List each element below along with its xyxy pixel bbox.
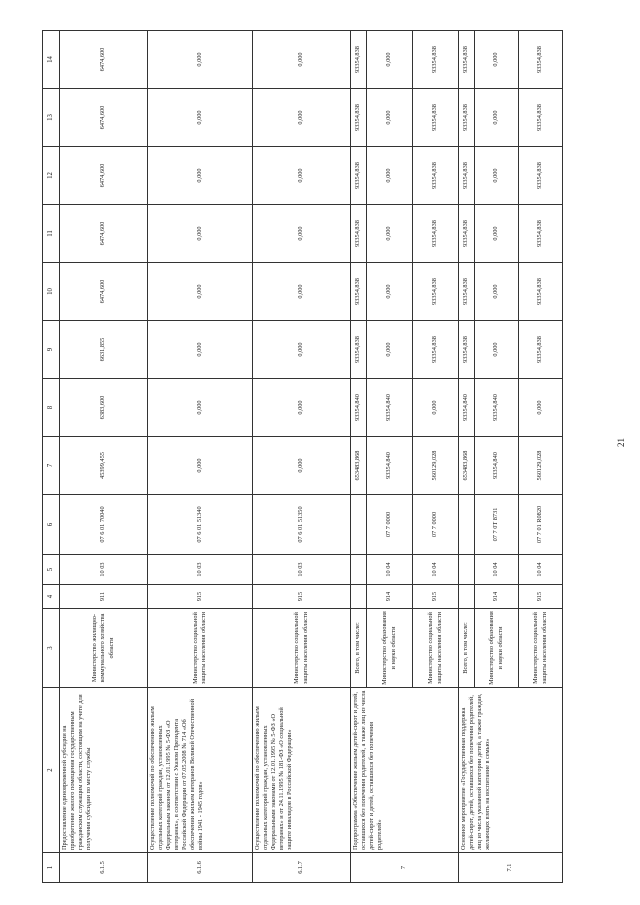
value-cell: 93354,838	[351, 89, 367, 147]
value-cell: 93354,838	[459, 89, 475, 147]
value-cell: 0,000	[148, 205, 253, 263]
value-cell: 0,000	[253, 379, 351, 437]
executor: Министерство социальной защиты населения области	[253, 609, 351, 688]
header-cell: 6	[43, 495, 60, 555]
value-cell: 93354,840	[475, 437, 519, 495]
row-number: 6.1.7	[253, 853, 351, 883]
value-cell: 6474,600	[60, 147, 148, 205]
rzpr-code: 10 04	[519, 555, 563, 585]
value-cell: 93354,838	[519, 147, 563, 205]
value-cell: 0,000	[367, 147, 413, 205]
value-cell: 0,000	[367, 89, 413, 147]
value-cell: 0,000	[367, 31, 413, 89]
table-row	[351, 31, 367, 883]
row-name: Осуществление полномочий по обеспечению жильем отдельных категорий граждан, установленных Федеральными законами от 12.01.1995 № 5-ФЗ «О ветеранах» и от 24.11.1995 № 181-ФЗ «О социальной защите инвалидов в Российской Федерации»	[253, 688, 351, 853]
value-cell: 93354,838	[413, 89, 459, 147]
value-cell: 0,000	[475, 205, 519, 263]
rzpr-code: 10 03	[60, 555, 148, 585]
table-row	[60, 31, 148, 883]
value-cell: 0,000	[367, 321, 413, 379]
executor: Министерство жилищно-коммунального хозяйства области	[60, 609, 148, 688]
executor: Министерство социальной защиты населения области	[148, 609, 253, 688]
header-cell: 2	[43, 688, 60, 853]
page-number: 21	[616, 438, 626, 447]
value-cell: 0,000	[253, 31, 351, 89]
table-row	[459, 31, 475, 883]
value-cell: 93354,840	[367, 437, 413, 495]
value-cell: 93354,838	[459, 263, 475, 321]
value-cell: 93354,840	[351, 379, 367, 437]
header-cell: 14	[43, 31, 60, 89]
executor: Министерство образования и науки области	[367, 609, 413, 688]
header-cell: 9	[43, 321, 60, 379]
rzpr-code: 10 04	[367, 555, 413, 585]
value-cell: 0,000	[253, 205, 351, 263]
value-cell: 0,000	[253, 147, 351, 205]
grbs-code: 914	[475, 585, 519, 609]
csr-code: 07 6 01 70040	[60, 495, 148, 555]
value-cell: 93354,838	[351, 321, 367, 379]
value-cell: 0,000	[148, 89, 253, 147]
executor: Министерство социальной защиты населения области	[519, 609, 563, 688]
table-row	[253, 31, 351, 883]
rzpr-code: 10 03	[253, 555, 351, 585]
csr-code: 07 7 0000	[413, 495, 459, 555]
total-label: Всего, в том числе:	[459, 609, 475, 688]
value-cell: 6474,600	[60, 263, 148, 321]
row-number: 6.1.5	[60, 853, 148, 883]
rotated-table-wrapper	[42, 31, 597, 883]
header-cell: 3	[43, 609, 60, 688]
rzpr-code: 10 04	[475, 555, 519, 585]
value-cell: 93354,838	[413, 321, 459, 379]
row-name: Предоставление единовременной субсидии на приобретение жилого помещения государственным гражданским служащим области, состоящим на учете для получения субсидии по месту службы	[60, 688, 148, 853]
value-cell: 0,000	[148, 31, 253, 89]
table-row	[148, 31, 253, 883]
rzpr-code: 10 03	[148, 555, 253, 585]
value-cell: 653483,868	[459, 437, 475, 495]
csr-code: 07 6 01 51340	[148, 495, 253, 555]
header-cell: 4	[43, 585, 60, 609]
header-cell: 13	[43, 89, 60, 147]
row-name: Основное мероприятие «Государственная поддержка детей-сирот, детей, оставшихся без попечения родителей, лиц из числа указанной категории детей, а также граждан, желающих взять на воспитание в семью»	[459, 688, 563, 853]
value-cell: 0,000	[367, 205, 413, 263]
csr-code: 07 7 0000	[367, 495, 413, 555]
row-number: 7.1	[459, 853, 563, 883]
header-cell: 11	[43, 205, 60, 263]
row-number: 6.1.6	[148, 853, 253, 883]
value-cell: 0,000	[253, 437, 351, 495]
csr-code: 07 6 01 51350	[253, 495, 351, 555]
value-cell: 0,000	[148, 147, 253, 205]
value-cell: 0,000	[367, 263, 413, 321]
value-cell: 0,000	[253, 263, 351, 321]
value-cell: 93354,838	[351, 205, 367, 263]
value-cell: 93354,838	[459, 321, 475, 379]
header-cell: 5	[43, 555, 60, 585]
row-name: Подпрограмма «Обеспечение жильем детей-сирот и детей, оставшихся без попечения родителей, а также лиц из числа детей-сирот и детей, оставшихся без попечения родителей»	[351, 688, 459, 853]
value-cell: 0,000	[148, 379, 253, 437]
value-cell: 93354,840	[367, 379, 413, 437]
value-cell: 0,000	[253, 89, 351, 147]
value-cell: 93354,838	[459, 31, 475, 89]
header-cell: 12	[43, 147, 60, 205]
value-cell: 0,000	[519, 379, 563, 437]
value-cell: 93354,838	[519, 89, 563, 147]
value-cell: 6383,600	[60, 379, 148, 437]
value-cell: 0,000	[475, 147, 519, 205]
header-row	[43, 31, 60, 883]
value-cell: 0,000	[413, 379, 459, 437]
value-cell: 6474,600	[60, 89, 148, 147]
grbs-code: 915	[519, 585, 563, 609]
value-cell: 93354,838	[519, 31, 563, 89]
value-cell: 93354,838	[413, 263, 459, 321]
value-cell: 0,000	[253, 321, 351, 379]
value-cell: 0,000	[475, 31, 519, 89]
grbs-code: 911	[60, 585, 148, 609]
value-cell: 0,000	[475, 321, 519, 379]
value-cell: 0,000	[475, 263, 519, 321]
value-cell: 93354,838	[351, 31, 367, 89]
value-cell: 93354,838	[519, 205, 563, 263]
value-cell: 653483,868	[351, 437, 367, 495]
rzpr-code: 10 04	[413, 555, 459, 585]
value-cell: 93354,838	[413, 205, 459, 263]
value-cell: 93354,838	[519, 321, 563, 379]
total-label: Всего, в том числе:	[351, 609, 367, 688]
header-cell: 8	[43, 379, 60, 437]
value-cell: 6474,600	[60, 205, 148, 263]
grbs-code: 915	[413, 585, 459, 609]
value-cell: 93354,838	[459, 147, 475, 205]
value-cell: 93354,840	[475, 379, 519, 437]
value-cell: 93354,840	[459, 379, 475, 437]
value-cell: 0,000	[148, 321, 253, 379]
value-cell: 45399,455	[60, 437, 148, 495]
budget-table	[42, 30, 563, 883]
grbs-code: 915	[253, 585, 351, 609]
row-name: Осуществление полномочий по обеспечению жильем отдельных категорий граждан, установленных Федеральным законом от 12.01.1995 № 5-ФЗ «О ветеранах», в соответствии с Указом Президента Российской Федерации от 07.05.2008 № 714 «Об обеспечении жильем ветеранов Великой Отечественной войны 1941 - 1945 годов»	[148, 688, 253, 853]
row-number: 7	[351, 853, 459, 883]
value-cell: 93354,838	[459, 205, 475, 263]
value-cell: 93354,838	[519, 263, 563, 321]
header-cell: 1	[43, 853, 60, 883]
value-cell: 0,000	[475, 89, 519, 147]
value-cell: 93354,838	[351, 263, 367, 321]
header-cell: 7	[43, 437, 60, 495]
value-cell: 93354,838	[413, 147, 459, 205]
value-cell: 6474,600	[60, 31, 148, 89]
value-cell: 93354,838	[351, 147, 367, 205]
value-cell: 560129,028	[519, 437, 563, 495]
value-cell: 93354,838	[413, 31, 459, 89]
grbs-code: 915	[148, 585, 253, 609]
value-cell: 6631,855	[60, 321, 148, 379]
csr-code: 07 7 0Т 8731	[475, 495, 519, 555]
value-cell: 0,000	[148, 263, 253, 321]
grbs-code: 914	[367, 585, 413, 609]
value-cell: 0,000	[148, 437, 253, 495]
value-cell: 560129,028	[413, 437, 459, 495]
executor: Министерство образования и науки области	[475, 609, 519, 688]
executor: Министерство социальной защиты населения области	[413, 609, 459, 688]
header-cell: 10	[43, 263, 60, 321]
csr-code: 07 7 01 R0820	[519, 495, 563, 555]
